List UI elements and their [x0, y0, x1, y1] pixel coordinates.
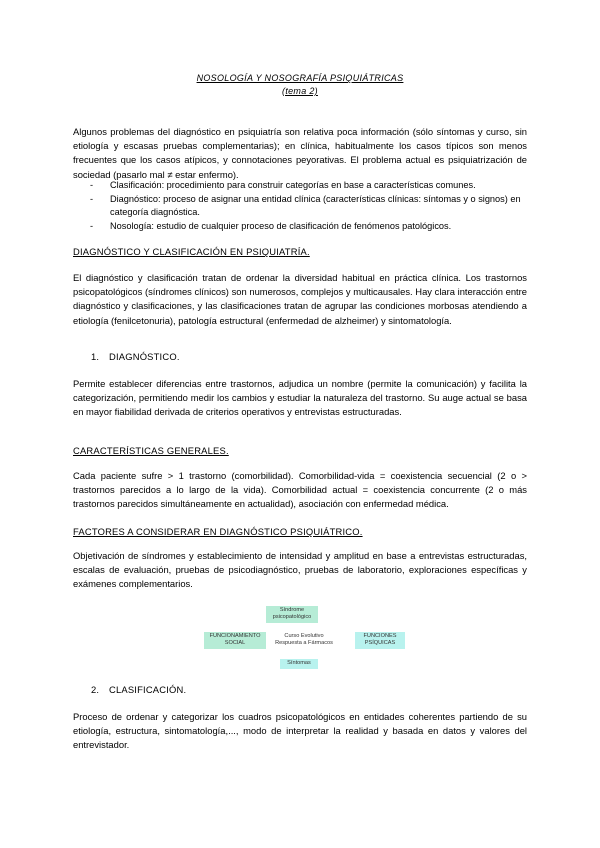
heading-label: CLASIFICACIÓN. [109, 684, 187, 695]
list-item [90, 220, 527, 234]
intro-paragraph: Algunos problemas del diagnóstico en psiquiatría son relativa poca información (sólo síntomas y curso, sin etiología y escasas pruebas complementarias); en clínica, habitualmente los casos típicos son menos frecuentes que los casos atípicos, y connotaciones peyorativas. El problema actual es psiquiatrización de sociedad (pasarlo mal ≠ estar enfermo). [73, 126, 527, 180]
section-paragraph: El diagnóstico y clasificación tratan de ordenar la diversidad habitual en práctica clínica. Los trastornos psicopatológicos (síndromes clínicos) son numerosos, complejos y multicausales. Hay clara interacción entre diagnóstico y clasificaciones, y las clasificaciones tratan de agrupar las condiciones morbosas atendiendo a etiología (fenilcetonuria), patología estructural (enfermedad de alzheimer) y sintomatología. [73, 272, 527, 326]
box-line: psicopatológico [272, 613, 312, 620]
diagram-center-text [272, 633, 336, 646]
list-item [90, 193, 527, 220]
box-line: PSÍQUICAS [364, 639, 396, 646]
center-line: Curso Evolutivo [284, 633, 324, 639]
diagram-box-syndrome [266, 606, 318, 623]
list-item [90, 179, 527, 193]
document-subtitle: (tema 2) [282, 86, 318, 96]
document-title: NOSOLOGÍA Y NOSOGRAFÍA PSIQUIÁTRICAS [196, 73, 404, 83]
box-line: Síntomas [287, 660, 311, 666]
section-heading: FACTORES A CONSIDERAR EN DIAGNÓSTICO PSIQUIÁTRICO. [73, 526, 363, 537]
classification-paragraph: Proceso de ordenar y categorizar los cuadros psicopatológicos en entidades coherentes partiendo de su etiología, estructura, sintomatología,..., modo de interpretar la realidad y basada en datos y valores del entrevistador. [73, 711, 527, 751]
factors-paragraph: Objetivación de síndromes y establecimiento de intensidad y amplitud en base a entrevistas estructuradas, escalas de evaluación, pruebas de psicodiagnóstico, pruebas de laboratorio, exploraciones específicas y exámenes complementarios. [73, 550, 527, 590]
diagram-box-symptoms [280, 659, 318, 669]
list-dash: - [90, 180, 94, 190]
diagram-box-functions [355, 632, 405, 649]
list-item-text: Diagnóstico: proceso de asignar una entidad clínica (características clínicas: síntomas y o signos) en categoría diagnóstica. [110, 193, 521, 217]
box-line: SOCIAL [224, 639, 246, 646]
section-heading: CARACTERÍSTICAS GENERALES. [73, 445, 229, 456]
numbered-heading [91, 684, 186, 695]
heading-number: 1. [91, 351, 100, 362]
list-dash: - [90, 193, 94, 204]
heading-number: 2. [91, 684, 100, 695]
box-line: Síndrome [279, 607, 305, 613]
list-dash: - [90, 220, 94, 231]
diagnosis-paragraph: Permite establecer diferencias entre trastornos, adjudica un nombre (permite la comunicación) y facilita la categorización, permitiendo medir los cambios y estudiar la naturaleza del trastorno. Su auge actual se basa en mayor fiabilidad derivada de criterios operativos y entrevistas estructuradas. [73, 378, 527, 418]
characteristics-paragraph: Cada paciente sufre > 1 trastorno (comorbilidad). Comorbilidad-vida = coexistencia secuencial (2 o > trastornos parecidos a lo largo de la vida). Comorbilidad actual = coexistencia concurrente (2 o más trastornos parecidos simultáneamente en actualidad), asociación con enfermedad médica. [73, 470, 527, 510]
diagram-box-social [204, 632, 266, 649]
box-line: FUNCIONES [363, 633, 397, 639]
definitions-list [90, 179, 527, 233]
list-item-text: Nosología: estudio de cualquier proceso de clasificación de fenómenos patológicos. [110, 220, 452, 231]
box-line: FUNCIONAMIENTO [209, 633, 261, 639]
numbered-heading [91, 351, 180, 362]
heading-label: DIAGNÓSTICO. [109, 351, 180, 362]
center-line: Respuesta a Fármacos [275, 639, 333, 646]
list-item-text: Clasificación: procedimiento para construir categorías en base a características comunes. [110, 180, 476, 190]
section-heading: DIAGNÓSTICO Y CLASIFICACIÓN EN PSIQUIATRÍA. [73, 246, 310, 257]
